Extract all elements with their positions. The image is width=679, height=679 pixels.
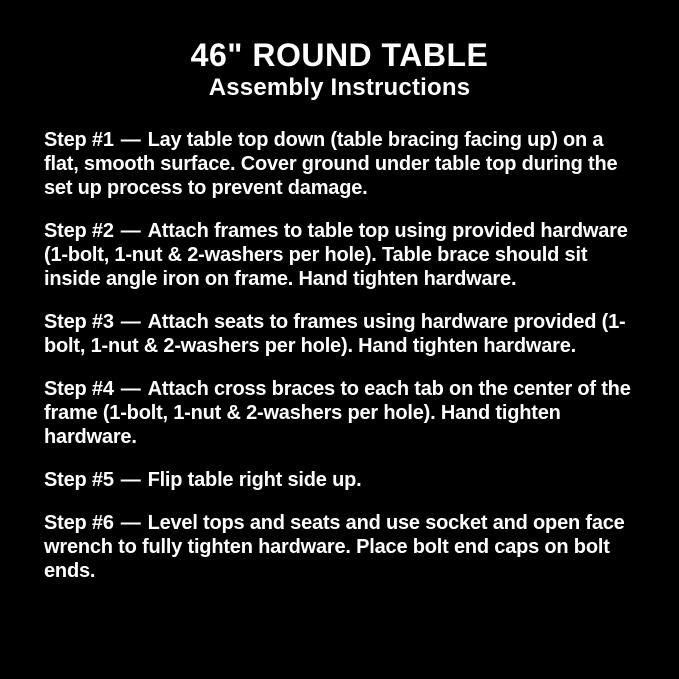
step-label: Step #3 [44, 311, 114, 333]
step-paragraph [44, 511, 642, 583]
step-paragraph [44, 128, 642, 200]
step-dash: — [120, 129, 141, 151]
step-text: Level tops and seats and use socket and open face wrench to fully tighten hardware. Place bolt end caps on bolt ends. [44, 512, 625, 582]
step-dash: — [120, 469, 141, 491]
step-text: Flip table right side up. [147, 469, 362, 491]
step-paragraph [44, 468, 642, 492]
step-label: Step #5 [44, 469, 114, 491]
step-label: Step #4 [44, 378, 114, 400]
step-text: Attach cross braces to each tab on the center of the frame (1-bolt, 1-nut & 2-washers per hole). Hand tighten hardware. [44, 378, 631, 448]
step-paragraph [44, 219, 642, 291]
page-subtitle: Assembly Instructions [208, 74, 471, 101]
step-dash: — [120, 220, 141, 242]
step-dash: — [120, 512, 141, 534]
step-label: Step #6 [44, 512, 114, 534]
step-label: Step #1 [44, 129, 114, 151]
step-text: Attach seats to frames using hardware provided (1-bolt, 1-nut & 2-washers per hole). Hand tighten hardware. [44, 311, 626, 357]
step-label: Step #2 [44, 220, 114, 242]
step-dash: — [120, 378, 141, 400]
step-paragraph [44, 310, 642, 358]
step-dash: — [120, 311, 141, 333]
page-title: 46" ROUND TABLE [190, 37, 489, 73]
step-text: Lay table top down (table bracing facing up) on a flat, smooth surface. Cover ground under table top during the set up process to prevent damage. [44, 129, 618, 199]
step-paragraph [44, 377, 642, 449]
steps-list [44, 128, 642, 583]
step-text: Attach frames to table top using provided hardware (1-bolt, 1-nut & 2-washers per hole). Table brace should sit inside angle iron on frame. Hand tighten hardware. [44, 220, 628, 290]
